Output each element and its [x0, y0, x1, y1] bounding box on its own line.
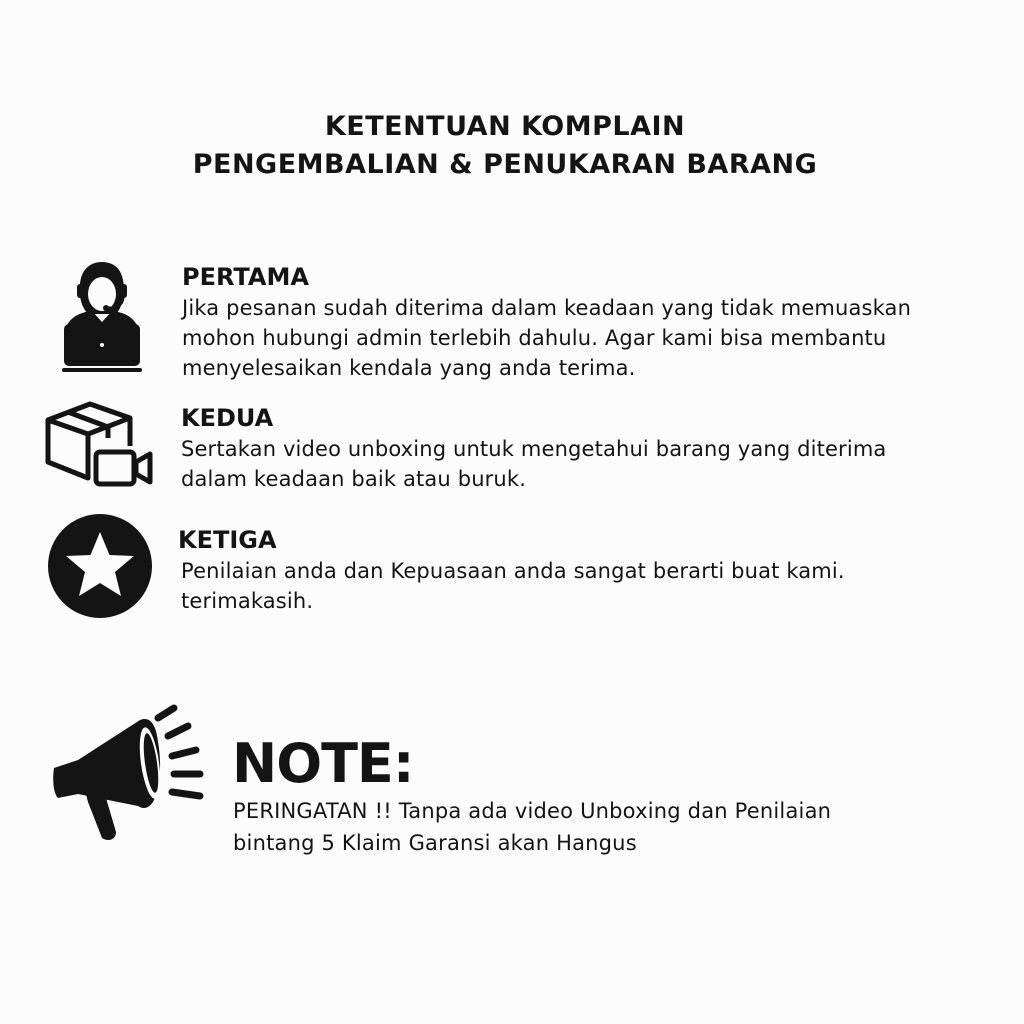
section-text-line: dalam keadaan baik atau buruk. [181, 467, 527, 491]
section-heading-kedua: KEDUA [181, 404, 274, 432]
note-text [233, 795, 831, 859]
section-text-line: menyelesaikan kendala yang anda terima. [182, 356, 636, 380]
section-text-line: Penilaian anda dan Kepuasaan anda sangat berarti buat kami. [181, 559, 845, 583]
megaphone-icon [50, 702, 208, 848]
section-heading-pertama: PERTAMA [182, 263, 309, 291]
section-text-line: Sertakan video unboxing untuk mengetahui barang yang diterima [181, 437, 887, 461]
page-title-line-1: KETENTUAN KOMPLAIN [324, 111, 686, 142]
section-text-line: terimakasih. [181, 589, 314, 613]
section-heading-ketiga: KETIGA [178, 526, 277, 554]
customer-service-icon [60, 258, 142, 376]
section-text-line: Jika pesanan sudah diterima dalam keadaan yang tidak memuaskan [182, 296, 912, 320]
page-title-line-2: PENGEMBALIAN & PENUKARAN BARANG [192, 149, 818, 180]
section-text-kedua [181, 434, 886, 494]
box-video-camera-icon [44, 400, 156, 490]
star-icon [47, 513, 153, 619]
note-heading: NOTE: [232, 732, 414, 795]
note-text-line: PERINGATAN !! Tanpa ada video Unboxing dan Penilaian [233, 799, 832, 823]
section-text-ketiga [181, 556, 845, 616]
note-text-line: bintang 5 Klaim Garansi akan Hangus [233, 831, 637, 855]
section-text-line: mohon hubungi admin terlebih dahulu. Agar kami bisa membantu [182, 326, 887, 350]
section-text-pertama [182, 293, 911, 383]
